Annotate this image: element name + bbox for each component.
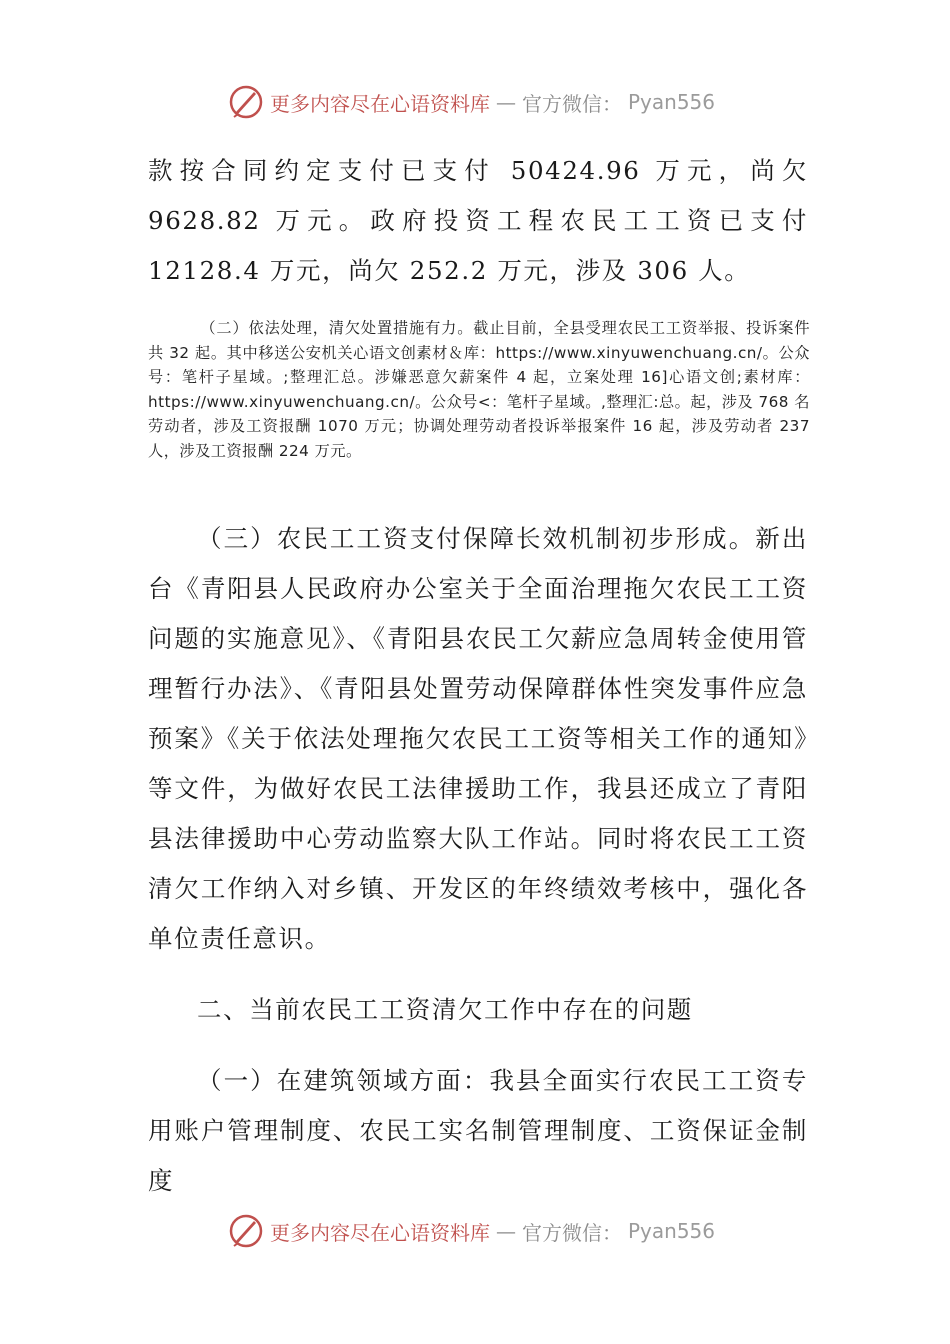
- watermark-banner-bottom: [228, 1209, 715, 1253]
- paragraph-legal-handling: [148, 316, 810, 464]
- section-heading-problems: 二、当前农民工工资清欠工作中存在的问题: [197, 995, 693, 1024]
- paragraph-legal-handling-text: （二）依法处理，清欠处置措施有力。截止目前，全县受理农民工工资举报、投诉案件共 32 起。其中移送公安机关心语文创素材＆库：https://www.xinyuwenchuang.cn/。公众号：笔杆子星域。;整理汇总。涉嫌恶意欠薪案件 4 起，立案处理 16]心语文创;素材库：https://www.xinyuwenchuang.cn/。公众号<：笔杆子星域。,整理汇:总。起，涉及 768 名劳动者，涉及工资报酬 1070 万元；协调处理劳动者投诉举报案件 16 起，涉及劳动者 237 人，涉及工资报酬 224 万元。: [148, 319, 810, 460]
- banner-wechat-label: 官方微信：: [522, 91, 622, 116]
- banner-dash: —: [496, 90, 516, 114]
- quill-logo-icon: [228, 1213, 264, 1249]
- banner-wechat-id: Pyan556: [628, 90, 716, 114]
- banner-site-text: 更多内容尽在心语资料库: [270, 91, 490, 116]
- banner-dash: —: [496, 1219, 516, 1243]
- banner-wechat-label: 官方微信：: [522, 1220, 622, 1245]
- banner-wechat-id: Pyan556: [628, 1219, 716, 1243]
- quill-logo-icon: [228, 84, 264, 120]
- watermark-banner-top: [228, 80, 715, 124]
- banner-site-text: 更多内容尽在心语资料库: [270, 1220, 490, 1245]
- paragraph-construction-field: （一）在建筑领域方面：我县全面实行农民工工资专用账户管理制度、农民工实名制管理制度、工资保证金制度: [148, 1066, 808, 1195]
- paragraph-payment-status: 款按合同约定支付已支付 50424.96 万元，尚欠 9628.82 万元。政府投资工程农民工工资已支付 12128.4 万元，尚欠 252.2 万元，涉及 306 人。: [148, 156, 808, 285]
- paragraph-long-term-mechanism: （三）农民工工资支付保障长效机制初步形成。新出台《青阳县人民政府办公室关于全面治理拖欠农民工工资问题的实施意见》、《青阳县农民工欠薪应急周转金使用管理暂行办法》、《青阳县处置劳动保障群体性突发事件应急预案》《关于依法处理拖欠农民工工资等相关工作的通知》等文件，为做好农民工法律援助工作，我县还成立了青阳县法律援助中心劳动监察大队工作站。同时将农民工工资清欠工作纳入对乡镇、开发区的年终绩效考核中，强化各单位责任意识。: [148, 524, 808, 953]
